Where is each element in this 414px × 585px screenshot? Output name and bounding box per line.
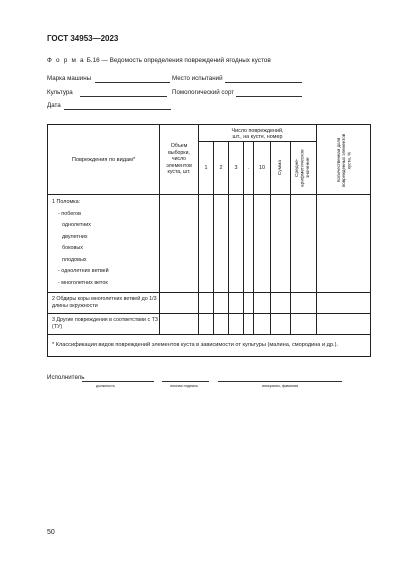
field-crop-line[interactable] (80, 96, 167, 97)
cell[interactable] (271, 293, 291, 314)
cell[interactable] (317, 195, 371, 293)
cell[interactable] (214, 293, 229, 314)
list-item: - однолетних ветвей (58, 268, 109, 274)
field-variety-label: Помологический сорт (172, 89, 235, 96)
cell[interactable] (244, 314, 254, 335)
cell[interactable] (229, 314, 244, 335)
field-machine-label: Марка машины (47, 75, 92, 82)
list-item: 1 Поломка: (52, 199, 81, 205)
cell[interactable] (160, 314, 199, 335)
bush-number-1: 1 (199, 142, 214, 195)
cell[interactable] (160, 293, 199, 314)
cell[interactable] (199, 314, 214, 335)
field-crop-label: Культура (47, 89, 73, 96)
signature-label: Исполнитель (47, 374, 85, 381)
field-place-label: Место испытаний (172, 75, 223, 82)
cell[interactable] (199, 195, 214, 293)
bush-number-dots: . (244, 142, 254, 195)
cell[interactable] (291, 293, 317, 314)
signature-sign-line[interactable] (162, 381, 209, 382)
signature-position-line[interactable] (82, 381, 154, 382)
cell[interactable] (271, 195, 291, 293)
signature-name-caption: инициалы, фамилия (262, 384, 299, 388)
cell[interactable] (244, 195, 254, 293)
col-damage-header: Повреждения по видам* (48, 125, 160, 195)
list-item: однолетних (62, 222, 91, 228)
list-item: боковых (62, 245, 83, 251)
page-number: 50 (47, 529, 55, 536)
cell[interactable] (317, 314, 371, 335)
field-variety-line[interactable] (236, 96, 302, 97)
cell[interactable] (214, 195, 229, 293)
bush-number-3: 3 (229, 142, 244, 195)
list-item: - многолетних веток (58, 279, 108, 286)
col-sample-header: Объем выборки, число элементов куста, шт. (160, 125, 199, 195)
cell[interactable] (229, 293, 244, 314)
table-row (48, 314, 371, 335)
cell[interactable] (271, 314, 291, 335)
cell[interactable] (291, 314, 317, 335)
field-machine-line[interactable] (95, 82, 170, 83)
col-share-header-text: Количественная доля поврежденных элементов куста, % (335, 132, 352, 187)
damage-table (47, 124, 371, 357)
cell[interactable] (244, 293, 254, 314)
signature-sign-caption: личная подпись (170, 384, 198, 388)
form-caption (47, 57, 271, 64)
col-mean-text: Средне-арифметическое значение (295, 149, 312, 187)
list-item: двулетних (62, 233, 88, 240)
standard-header: ГОСТ 34953—2023 (47, 34, 119, 43)
bush-number-2: 2 (214, 142, 229, 195)
table-row (48, 293, 371, 314)
form-caption-text: Б.16 — Ведомость определения повреждений ягодных кустов (86, 57, 271, 64)
signature-position-caption: должность (96, 384, 115, 388)
field-place-line[interactable] (225, 82, 302, 83)
cell[interactable] (160, 195, 199, 293)
cell[interactable] (317, 293, 371, 314)
table-row (48, 195, 371, 293)
cell[interactable] (254, 314, 271, 335)
col-sum-header (271, 142, 291, 195)
cell[interactable] (291, 195, 317, 293)
col-sum-text: Сумма (277, 160, 283, 176)
row1-items (48, 195, 160, 293)
bush-number-10: 10 (254, 142, 271, 195)
table-footnote: * Классификация видов повреждений элементов куста в зависимости от культуры (малина, смородина и др.). (48, 335, 371, 357)
col-group-header: Число повреждений, шт., на кусте, номер (199, 125, 317, 142)
field-date-label: Дата (47, 102, 61, 109)
cell[interactable] (254, 293, 271, 314)
row2-label: 2 Обдиры коры многолетних ветвей до 1/3 длины окружности (48, 293, 160, 314)
list-item: плодовых (62, 256, 87, 263)
cell[interactable] (214, 314, 229, 335)
signature-name-line[interactable] (218, 381, 342, 382)
cell[interactable] (199, 293, 214, 314)
cell[interactable] (254, 195, 271, 293)
col-mean-header (291, 142, 317, 195)
field-date-line[interactable] (64, 109, 171, 110)
row3-label: 3 Другие повреждения в соответствии с ТЗ (ТУ) (48, 314, 160, 335)
cell[interactable] (229, 195, 244, 293)
list-item: - побегов (58, 210, 81, 217)
col-share-header (317, 125, 371, 195)
form-caption-prefix: Ф о р м а (47, 57, 85, 64)
